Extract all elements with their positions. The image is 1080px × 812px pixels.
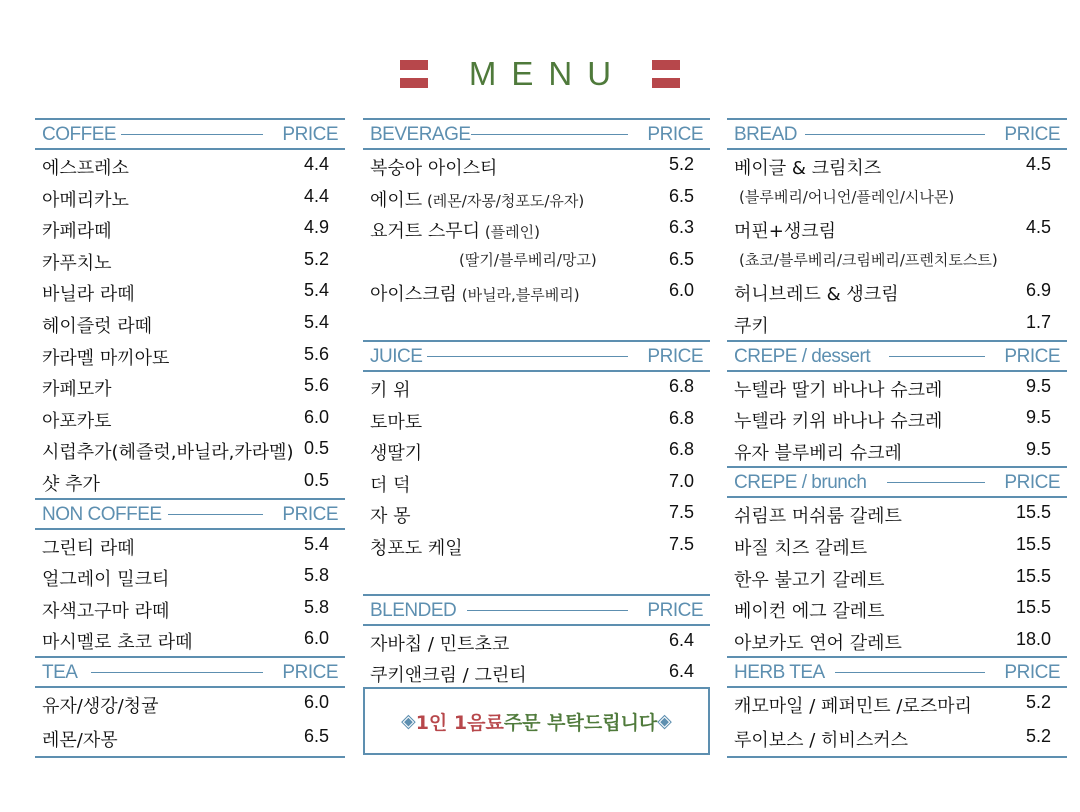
menu-item-name — [42, 470, 100, 496]
menu-item-price: 5.8 — [303, 596, 329, 617]
item-name-text: 머핀+생크림 — [734, 221, 837, 243]
menu-item — [363, 467, 710, 499]
menu-item — [727, 688, 1067, 722]
menu-item-name — [370, 502, 411, 528]
item-name-text: 요거트 스무디 — [370, 221, 481, 243]
section-header — [35, 118, 345, 150]
section-header — [727, 340, 1067, 372]
header-dash-line — [168, 514, 263, 515]
menu-item-price: 6.0 — [668, 280, 694, 301]
item-name-text: 시럽추가(헤즐럿,바닐라,카라멜) — [42, 442, 294, 464]
menu-item-name — [42, 249, 112, 275]
item-name-text: 쿠키앤크림 / 그린티 — [370, 665, 527, 687]
menu-item-name — [42, 438, 294, 464]
menu-item-name — [734, 439, 902, 465]
menu-item-price: 18.0 — [1015, 628, 1051, 649]
item-note: (딸기/블루베리/망고) — [459, 250, 597, 269]
menu-item-name — [42, 597, 169, 623]
menu-item-name — [459, 249, 597, 270]
menu-item-price: 7.5 — [668, 533, 694, 554]
header-dash-line — [889, 356, 985, 357]
item-note: (플레인) — [480, 223, 541, 242]
menu-item-price: 9.5 — [1025, 375, 1051, 396]
price-header: PRICE — [1004, 662, 1060, 684]
item-name-text: 한우 불고기 갈레트 — [734, 569, 885, 591]
menu-item — [727, 213, 1067, 245]
menu-item-name — [734, 217, 836, 243]
menu-item — [727, 150, 1067, 182]
menu-item — [727, 276, 1067, 308]
menu-item — [727, 372, 1067, 404]
menu-item-price: 6.5 — [668, 248, 694, 269]
menu-item — [727, 245, 1067, 277]
menu-item-name — [42, 154, 129, 180]
item-name-text: 루이보스 / 히비스커스 — [734, 730, 908, 752]
item-note: (바닐라,블루베리) — [456, 286, 580, 305]
section-blended — [363, 594, 710, 689]
diamond-icon: ◈ — [401, 710, 416, 732]
menu-item-price: 4.9 — [303, 217, 329, 238]
item-name-text: 베이글 & 크림치즈 — [734, 158, 882, 179]
menu-item-name — [370, 280, 580, 306]
menu-item-name — [734, 280, 899, 306]
item-name-text: 유자/생강/청귤 — [42, 695, 159, 717]
section-header — [363, 594, 710, 626]
menu-item — [35, 276, 345, 308]
menu-item — [35, 245, 345, 277]
menu-item — [35, 371, 345, 403]
middle-column — [363, 118, 710, 689]
menu-item — [727, 625, 1067, 657]
price-header: PRICE — [282, 124, 338, 145]
section-label: TEA — [42, 661, 78, 683]
menu-item-name — [370, 408, 422, 434]
section-label: HERB TEA — [734, 662, 825, 684]
order-notice — [363, 687, 710, 755]
item-name-text: 허니브레드 & 생크림 — [734, 284, 899, 306]
menu-item-price: 4.5 — [1025, 217, 1051, 238]
menu-item-price: 15.5 — [1015, 502, 1051, 523]
menu-item-price: 4.4 — [303, 185, 329, 206]
header-dash-line — [805, 134, 985, 135]
menu-item — [363, 245, 710, 277]
menu-item-name — [42, 534, 135, 560]
item-name-text: 샷 추가 — [42, 473, 100, 495]
menu-item — [363, 435, 710, 467]
item-name-text: 카푸치노 — [42, 252, 112, 274]
right-column — [727, 118, 1067, 758]
section-label: BEVERAGE — [370, 124, 471, 145]
menu-item-price: 5.4 — [303, 533, 329, 554]
item-name-text: 레몬/자몽 — [42, 729, 118, 751]
menu-item-name — [42, 565, 169, 591]
menu-item — [363, 404, 710, 436]
menu-item-price: 9.5 — [1025, 438, 1051, 459]
menu-item-price: 6.5 — [668, 185, 694, 206]
menu-item-name — [42, 692, 158, 718]
menu-item-price: 5.4 — [303, 280, 329, 301]
menu-item-price: 1.7 — [1025, 311, 1051, 332]
menu-item-name — [42, 280, 135, 306]
section-coffee — [35, 118, 345, 498]
menu-item — [363, 626, 710, 658]
menu-item-price: 6.4 — [668, 629, 694, 650]
header-dash-line — [467, 610, 628, 611]
menu-item-name — [734, 376, 942, 402]
section-crepe-dessert — [727, 340, 1067, 467]
menu-item-name — [734, 629, 902, 655]
left-deco-icon — [400, 60, 428, 88]
section-label: CREPE / brunch — [734, 472, 867, 494]
menu-item-name — [370, 376, 411, 402]
section-header — [35, 498, 345, 530]
section-tea — [35, 656, 345, 758]
section-bottom-rule — [727, 756, 1067, 758]
menu-item-price: 5.6 — [303, 375, 329, 396]
menu-item — [35, 688, 345, 722]
menu-item-name — [42, 726, 118, 752]
menu-item — [35, 466, 345, 498]
header-dash-line — [91, 672, 263, 673]
menu-item — [363, 182, 710, 214]
menu-item-price: 15.5 — [1015, 533, 1051, 554]
menu-item — [35, 530, 345, 562]
item-name-text: 아포카토 — [42, 410, 112, 432]
menu-item-name — [734, 692, 972, 718]
menu-item-price: 5.4 — [303, 311, 329, 332]
menu-item-name — [734, 566, 885, 592]
menu-item — [35, 340, 345, 372]
menu-item-name — [734, 312, 769, 338]
menu-item-name — [370, 217, 540, 243]
menu-item-name — [42, 407, 112, 433]
menu-item — [363, 657, 710, 689]
price-header: PRICE — [647, 345, 703, 367]
menu-item-price: 4.5 — [1025, 154, 1051, 174]
menu-item-price: 7.0 — [668, 470, 694, 491]
item-note: (쵸코/블루베리/크림베리/프렌치토스트) — [739, 250, 998, 269]
item-name-text: 에스프레소 — [42, 158, 129, 179]
menu-item-price: 6.0 — [303, 691, 329, 712]
section-bottom-rule — [35, 756, 345, 758]
diamond-icon: ◈ — [657, 710, 672, 732]
menu-item-price: 6.9 — [1025, 280, 1051, 301]
header-dash-line — [121, 134, 263, 135]
section-herb-tea — [727, 656, 1067, 758]
price-header: PRICE — [282, 503, 338, 525]
menu-item — [727, 498, 1067, 530]
menu-item-name — [734, 534, 867, 560]
menu-item-price: 15.5 — [1015, 597, 1051, 618]
menu-item — [727, 403, 1067, 435]
menu-item-price: 6.5 — [303, 725, 329, 746]
menu-item-price: 5.2 — [1025, 692, 1051, 713]
menu-item — [727, 308, 1067, 340]
section-header — [727, 656, 1067, 688]
menu-item-price: 6.8 — [668, 375, 694, 396]
menu-item-price: 5.2 — [668, 154, 694, 174]
menu-item — [363, 150, 710, 182]
menu-item-name — [734, 407, 942, 433]
section-label: JUICE — [370, 345, 423, 367]
section-crepe-brunch — [727, 466, 1067, 656]
section-label: COFFEE — [42, 124, 117, 145]
price-header: PRICE — [282, 661, 338, 683]
item-name-text: 그린티 라떼 — [42, 537, 135, 559]
item-name-text: 자바칩 / 민트초코 — [370, 633, 510, 655]
menu-item-price: 6.0 — [303, 628, 329, 649]
item-name-text: 복숭아 아이스티 — [370, 158, 498, 179]
menu-item — [363, 276, 710, 308]
section-non-coffee — [35, 498, 345, 656]
item-name-text: 아보카도 연어 갈레트 — [734, 632, 902, 654]
menu-item — [363, 530, 710, 562]
menu-item-price: 4.4 — [303, 154, 329, 174]
menu-item-price: 7.5 — [668, 502, 694, 523]
price-header: PRICE — [647, 599, 703, 621]
menu-item-price: 6.8 — [668, 439, 694, 460]
menu-item-name — [370, 471, 411, 497]
item-name-text: 카페라떼 — [42, 221, 112, 243]
item-name-text: 헤이즐럿 라떼 — [42, 315, 153, 337]
menu-item-price: 5.8 — [303, 565, 329, 586]
menu-item — [727, 722, 1067, 756]
page-title: MENU — [468, 55, 627, 92]
section-header — [727, 118, 1067, 150]
item-name-text: 누텔라 딸기 바나나 슈크레 — [734, 379, 943, 401]
menu-item-name — [370, 154, 497, 180]
item-name-text: 카라멜 마끼아또 — [42, 347, 170, 369]
price-header: PRICE — [1004, 124, 1060, 145]
menu-item — [35, 182, 345, 214]
notice-highlight: 1인 1음료 — [415, 711, 504, 734]
menu-item-name — [42, 375, 112, 401]
item-name-text: 아이스크림 — [370, 284, 457, 306]
menu-item — [727, 562, 1067, 594]
item-name-text: 청포도 케일 — [370, 537, 463, 559]
item-name-text: 쿠키 — [734, 315, 769, 337]
item-name-text: 생딸기 — [370, 443, 423, 465]
item-name-text: 바닐라 라떼 — [42, 284, 135, 306]
menu-item-name — [42, 312, 152, 338]
section-bread — [727, 118, 1067, 340]
section-beverage — [363, 118, 710, 308]
section-juice — [363, 340, 710, 562]
item-name-text: 토마토 — [370, 411, 423, 433]
menu-item — [727, 593, 1067, 625]
item-name-text: 카페모카 — [42, 379, 112, 401]
menu-item-name — [42, 344, 169, 370]
section-label: BLENDED — [370, 599, 457, 621]
menu-item — [35, 213, 345, 245]
menu-item-name — [370, 630, 509, 656]
menu-item-name — [734, 726, 908, 752]
menu-item-name — [739, 249, 998, 270]
menu-item-name — [42, 186, 129, 212]
menu-item-name — [370, 439, 422, 465]
item-note: (레몬/자몽/청포도/유자) — [422, 191, 585, 210]
menu-title-bar — [0, 52, 1080, 96]
notice-text: 주문 부탁드립니다 — [503, 711, 658, 734]
header-dash-line — [835, 672, 985, 673]
menu-item — [35, 561, 345, 593]
menu-item-price: 15.5 — [1015, 565, 1051, 586]
menu-item-price: 9.5 — [1025, 407, 1051, 428]
price-header: PRICE — [1004, 472, 1060, 494]
price-header: PRICE — [647, 124, 703, 145]
item-name-text: 마시멜로 초코 라떼 — [42, 632, 193, 654]
menu-item-name — [370, 186, 584, 212]
item-name-text: 자 몽 — [370, 506, 411, 528]
menu-item-name — [734, 154, 881, 180]
menu-item-name — [734, 597, 885, 623]
menu-item — [35, 308, 345, 340]
menu-item — [727, 435, 1067, 467]
menu-item-name — [370, 661, 527, 687]
menu-item-name — [370, 534, 463, 560]
menu-item — [727, 530, 1067, 562]
menu-item-price: 6.8 — [668, 407, 694, 428]
item-note: (블루베리/어니언/플레인/시나몬) — [739, 187, 955, 206]
item-name-text: 더 덕 — [370, 474, 411, 496]
item-name-text: 누텔라 키위 바나나 슈크레 — [734, 411, 943, 433]
menu-item — [35, 150, 345, 182]
section-header — [727, 466, 1067, 498]
section-label: NON COFFEE — [42, 503, 162, 525]
right-deco-icon — [652, 60, 680, 88]
menu-item — [363, 372, 710, 404]
section-header — [35, 656, 345, 688]
item-name-text: 키 위 — [370, 379, 411, 401]
item-name-text: 캐모마일 / 페퍼민트 /로즈마리 — [734, 696, 972, 718]
price-header: PRICE — [1004, 345, 1060, 367]
menu-item-price: 6.4 — [668, 661, 694, 682]
menu-item-price: 0.5 — [303, 438, 329, 459]
item-name-text: 쉬림프 머쉬룸 갈레트 — [734, 506, 902, 528]
header-dash-line — [427, 356, 628, 357]
section-label: CREPE / dessert — [734, 345, 871, 367]
header-dash-line — [471, 134, 628, 135]
left-column — [35, 118, 345, 758]
section-header — [363, 340, 710, 372]
menu-item — [35, 434, 345, 466]
menu-item-name — [739, 186, 954, 207]
item-name-text: 바질 치즈 갈레트 — [734, 537, 868, 559]
item-name-text: 자색고구마 라떼 — [42, 600, 170, 622]
menu-item-name — [42, 628, 193, 654]
item-name-text: 에이드 — [370, 189, 423, 211]
menu-item-price: 6.0 — [303, 406, 329, 427]
section-label: BREAD — [734, 124, 797, 145]
menu-item-price: 5.2 — [303, 248, 329, 269]
item-name-text: 얼그레이 밀크티 — [42, 569, 170, 591]
item-name-text: 베이컨 에그 갈레트 — [734, 601, 885, 623]
menu-item — [35, 403, 345, 435]
menu-item-price: 6.3 — [668, 217, 694, 238]
section-header — [363, 118, 710, 150]
header-dash-line — [887, 482, 985, 483]
menu-item — [363, 213, 710, 245]
menu-item-name — [42, 217, 112, 243]
menu-item-price: 5.2 — [1025, 726, 1051, 747]
menu-item — [35, 593, 345, 625]
menu-item — [363, 498, 710, 530]
item-name-text: 유자 블루베리 슈크레 — [734, 442, 902, 464]
menu-item — [727, 182, 1067, 214]
menu-item-name — [734, 502, 902, 528]
menu-item — [35, 722, 345, 756]
item-name-text: 아메리카노 — [42, 189, 129, 211]
menu-item-price: 0.5 — [303, 469, 329, 490]
menu-item-price: 5.6 — [303, 343, 329, 364]
menu-item — [35, 624, 345, 656]
